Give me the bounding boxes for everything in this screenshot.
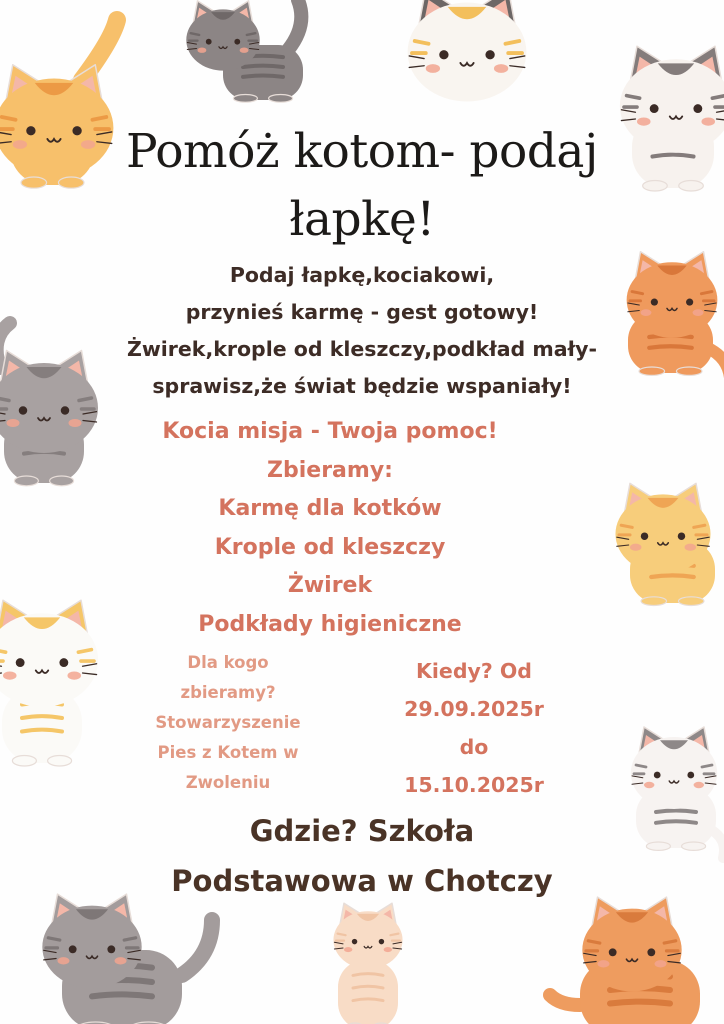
mission-heading: Kocia misja - Twoja pomoc! xyxy=(162,419,498,444)
poem-line: przynieś karmę - gest gotowy! xyxy=(185,300,539,324)
who-line: zbieramy? xyxy=(180,683,276,702)
collect-item: Podkłady higieniczne xyxy=(198,611,462,637)
poem-line: Żwirek,krople od kleszczy,podkład mały- xyxy=(126,337,598,361)
poem-line: sprawisz,że świat będzie wspaniały! xyxy=(152,374,572,398)
title-line: Pomóż kotom- podaj xyxy=(126,124,598,179)
when-line: 29.09.2025r xyxy=(404,697,544,721)
where-line: Podstawowa w Chotczy xyxy=(171,864,553,898)
collect-heading: Zbieramy: xyxy=(267,457,393,483)
title-line: łapkę! xyxy=(289,192,435,247)
when-line: Kiedy? Od xyxy=(416,659,532,683)
who-line: Pies z Kotem w xyxy=(157,743,299,762)
date-info xyxy=(364,652,584,804)
where-line: Gdzie? Szkoła xyxy=(249,814,475,848)
grey-white-cat-top xyxy=(178,0,318,112)
location-info xyxy=(90,806,634,906)
when-line: 15.10.2025r xyxy=(404,773,544,797)
collect-item: Krople od kleszczy xyxy=(214,534,446,560)
orange-cat-bottom-right xyxy=(540,905,715,1024)
collect-item: Żwirek xyxy=(287,573,373,598)
calico-cat-top xyxy=(402,0,532,110)
poem-line: Podaj łapkę,kociakowi, xyxy=(229,263,495,287)
poster-title xyxy=(80,118,644,254)
beneficiary-info xyxy=(128,648,328,798)
when-line: do xyxy=(459,735,489,759)
who-line: Stowarzyszenie xyxy=(155,713,301,732)
mission-section xyxy=(70,413,590,644)
collect-item: Karmę dla kotków xyxy=(218,496,442,521)
who-line: Zwoleniu xyxy=(185,773,271,792)
who-line: Dla kogo xyxy=(187,653,269,672)
yellow-tabby-cat-right xyxy=(608,486,724,616)
poem xyxy=(40,257,684,405)
grey-tabby-cat-bottom-left xyxy=(32,895,232,1024)
